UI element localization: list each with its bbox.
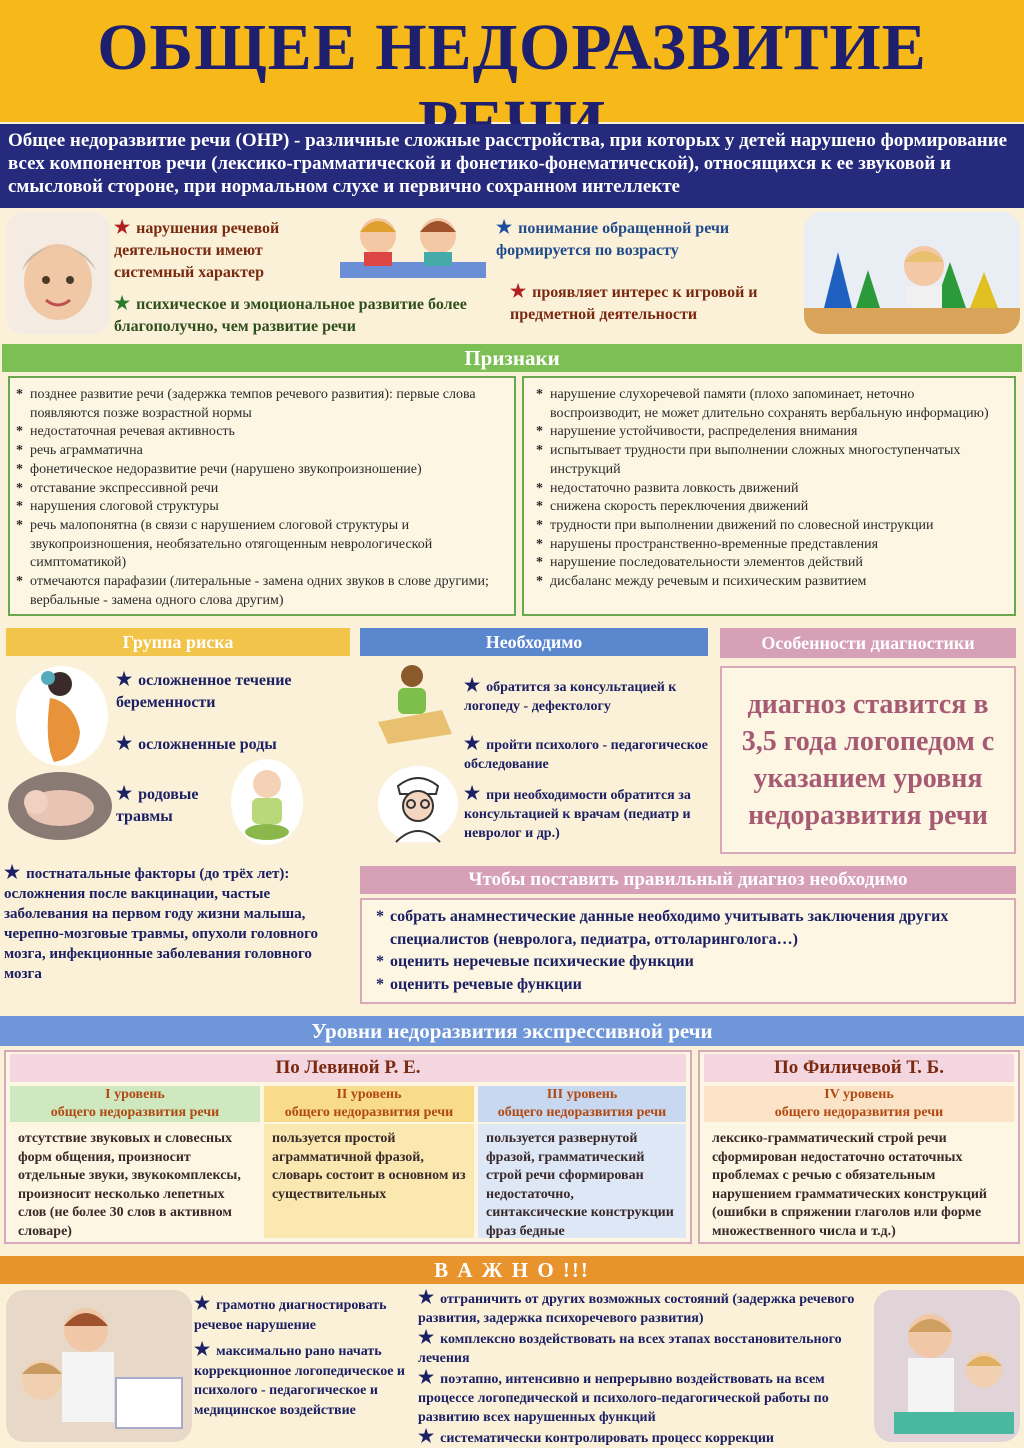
star-icon: ★ bbox=[464, 675, 481, 695]
necessary-item-exam: ★ пройти психолого - педагогическое обследование bbox=[464, 733, 708, 772]
risk-item-pregnancy: ★ осложненное течение беременности bbox=[116, 669, 292, 711]
star-icon: ★ bbox=[194, 1339, 211, 1359]
filicheva-title: По Филичевой Т. Б. bbox=[704, 1054, 1014, 1082]
star-icon: ★ bbox=[114, 293, 131, 313]
signs-header: Признаки bbox=[2, 344, 1022, 372]
doctor-illustration bbox=[376, 764, 460, 844]
list-item: * нарушены пространственно-временные представления bbox=[536, 536, 1008, 555]
list-item: * собрать анамнестические данные необходимо учитывать заключения других специалистов (невролога, педиатра, оттоларинголога…) bbox=[376, 906, 1004, 951]
teacher-children-photo bbox=[874, 1290, 1020, 1442]
necessary-item-consult: ★ обратится за консультацией к логопеду - дефектологу bbox=[464, 675, 677, 714]
intro-definition: Общее недоразвитие речи (ОНР) - различные сложные расстройства, при которых у детей нарушено формирование всех компонентов речи (лексико-грамматической и фонетико-фонематической), относящихся к ее звуковой и смысловой стороне, при нормальном слухе и первично сохранном интеллекте bbox=[0, 124, 1024, 208]
list-item: * фонетическое недоразвитие речи (нарушено звукопроизношение) bbox=[16, 461, 508, 480]
level-2-header: II уровень общего недоразвития речи bbox=[264, 1086, 474, 1122]
signs-right-box bbox=[522, 376, 1016, 616]
list-item: * оценить неречевые психические функции bbox=[376, 951, 1004, 974]
diagnostics-box bbox=[720, 666, 1016, 854]
children-drawing-illustration bbox=[338, 210, 488, 284]
important-left-item-2: ★ максимально рано начать коррекционное логопедическое и психолого - педагогическое и медицинское воздействие bbox=[194, 1339, 405, 1418]
star-icon: ★ bbox=[510, 281, 527, 301]
risk-item-birth: ★ осложненные роды bbox=[116, 733, 277, 753]
list-item: * речь малопонятна (в связи с нарушением слоговой структуры и звукопроизношения, необязательно отягощенным неврологической симптоматикой) bbox=[16, 517, 508, 573]
level-3-text: пользуется развернутой фразой, грамматический строй речи сформирован недостаточно, синтаксические конструкции фраз бедные bbox=[478, 1124, 686, 1238]
therapist-child-photo bbox=[6, 1290, 192, 1442]
diagnostics-header: Особенности диагностики bbox=[720, 628, 1016, 658]
list-item: * трудности при выполнении движений по словесной инструкции bbox=[536, 517, 1008, 536]
diagnostics-text: диагноз ставится в 3,5 года логопедом с указанием уровня недоразвития речи bbox=[741, 689, 995, 831]
list-item: * нарушение слухоречевой памяти (плохо запоминает, неточно воспроизводит, не может длительно сохранять вербальную информацию) bbox=[536, 386, 1008, 423]
level-4-text: лексико-грамматический строй речи сформирован недостаточно остаточных проблемах с речью с обязательным нарушением грамматических конструкций (ошибки в спряжении глаголов или форме множественного числа и т.д.) bbox=[704, 1124, 1014, 1238]
baby-photo bbox=[6, 212, 110, 334]
necessary-header: Необходимо bbox=[360, 628, 708, 656]
star-icon: ★ bbox=[116, 733, 133, 753]
list-item: * нарушение устойчивости, распределения внимания bbox=[536, 423, 1008, 442]
page-title: ОБЩЕЕ НЕДОРАЗВИТИЕ bbox=[97, 11, 927, 84]
point-play-interest: ★ проявляет интерес к игровой и предметной деятельности bbox=[510, 281, 758, 323]
star-icon: ★ bbox=[418, 1367, 435, 1387]
correct-diagnosis-box bbox=[360, 898, 1016, 1004]
signs-left-list bbox=[16, 386, 508, 610]
risk-item-trauma: ★ родовые травмы bbox=[116, 783, 199, 825]
list-item: * речь аграмматична bbox=[16, 442, 508, 461]
point-understanding: ★ понимание обращенной речи формируется по возрасту bbox=[496, 217, 730, 259]
star-icon: ★ bbox=[116, 669, 133, 689]
signs-left-box bbox=[8, 376, 516, 616]
level-4-header: IV уровень общего недоразвития речи bbox=[704, 1086, 1014, 1122]
correct-diagnosis-header: Чтобы поставить правильный диагноз необходимо bbox=[360, 866, 1016, 894]
star-icon: ★ bbox=[194, 1293, 211, 1313]
list-item: * нарушение последовательности элементов действий bbox=[536, 554, 1008, 573]
list-item: * испытывает трудности при выполнении сложных многоступенчатых инструкций bbox=[536, 442, 1008, 479]
point-psychic: ★ психическое и эмоциональное развитие более благополучно, чем развитие речи bbox=[114, 293, 467, 335]
list-item: * отставание экспрессивной речи bbox=[16, 480, 508, 499]
list-item: * дисбаланс между речевым и психическим развитием bbox=[536, 573, 1008, 592]
correct-diagnosis-list bbox=[376, 906, 1004, 996]
level-2-text: пользуется простой аграмматичной фразой, словарь состоит в основном из существительных bbox=[264, 1124, 474, 1238]
star-icon: ★ bbox=[496, 217, 513, 237]
pregnant-woman-illustration bbox=[14, 662, 110, 768]
important-right-item-4: ★ систематически контролировать процесс коррекции bbox=[418, 1426, 774, 1446]
list-item: * нарушения слоговой структуры bbox=[16, 498, 508, 517]
important-right-item-1: ★ отграничить от других возможных состояний (задержка речевого развития, задержка психоречевого развития) bbox=[418, 1287, 855, 1326]
level-1-header: I уровень общего недоразвития речи bbox=[10, 1086, 260, 1122]
list-item: * недостаточная речевая активность bbox=[16, 423, 508, 442]
star-icon: ★ bbox=[4, 862, 21, 882]
star-icon: ★ bbox=[464, 733, 481, 753]
risk-header: Группа риска bbox=[6, 628, 350, 656]
important-left-item-1: ★ грамотно диагностировать речевое нарушение bbox=[194, 1293, 387, 1333]
list-item: * позднее развитие речи (задержка темпов речевого развития): первые слова появляются позже возрастной нормы bbox=[16, 386, 508, 423]
star-icon: ★ bbox=[464, 783, 481, 803]
point-systemic: ★ нарушения речевой деятельности имеют системный характер bbox=[114, 217, 280, 281]
newborn-photo bbox=[8, 772, 112, 840]
important-right-list bbox=[418, 1288, 868, 1448]
important-right-item-3: ★ поэтапно, интенсивно и непрерывно воздействовать на всем процессе логопедической и психолого-педагогической работы по развитию всех нарушенных функций bbox=[418, 1367, 829, 1425]
important-right-item-2: ★ комплексно воздействовать на всех этапах восстановительного лечения bbox=[418, 1327, 842, 1366]
list-item: * снижена скорость переключения движений bbox=[536, 498, 1008, 517]
levels-header: Уровни недоразвития экспрессивной речи bbox=[0, 1016, 1024, 1046]
levina-title: По Левиной Р. Е. bbox=[10, 1054, 686, 1082]
star-icon: ★ bbox=[418, 1426, 435, 1446]
star-icon: ★ bbox=[116, 783, 133, 803]
star-icon: ★ bbox=[114, 217, 131, 237]
important-header: В А Ж Н О !!! bbox=[0, 1256, 1024, 1284]
star-icon: ★ bbox=[418, 1287, 435, 1307]
baby-with-toy-illustration bbox=[230, 758, 304, 846]
child-with-toys-photo bbox=[804, 212, 1020, 334]
list-item: * оценить речевые функции bbox=[376, 974, 1004, 997]
risk-postnatal: ★ постнатальные факторы (до трёх лет): осложнения после вакцинации, частые заболевания на первом году жизни малыша, черепно-мозговые травмы, опухоли головного мозга, инфекционные заболевания головного мозга bbox=[4, 862, 319, 982]
list-item: * недостаточно развита ловкость движений bbox=[536, 480, 1008, 499]
level-1-text: отсутствие звуковых и словесных форм общения, произносит отдельные звуки, звукокомплексы, произносит несколько лепетных слов (не более 30 слов в активном словаре) bbox=[10, 1124, 260, 1238]
star-icon: ★ bbox=[418, 1327, 435, 1347]
necessary-item-doctors: ★ при необходимости обратится за консультацией к врачам (педиатр и невролог и др.) bbox=[464, 783, 691, 841]
signs-right-list bbox=[536, 386, 1008, 592]
speech-therapist-illustration bbox=[372, 660, 458, 746]
list-item: * отмечаются парафазии (литеральные - замена одних звуков в слове другими; вербальные - замена одного слова другим) bbox=[16, 573, 508, 610]
level-3-header: III уровень общего недоразвития речи bbox=[478, 1086, 686, 1122]
